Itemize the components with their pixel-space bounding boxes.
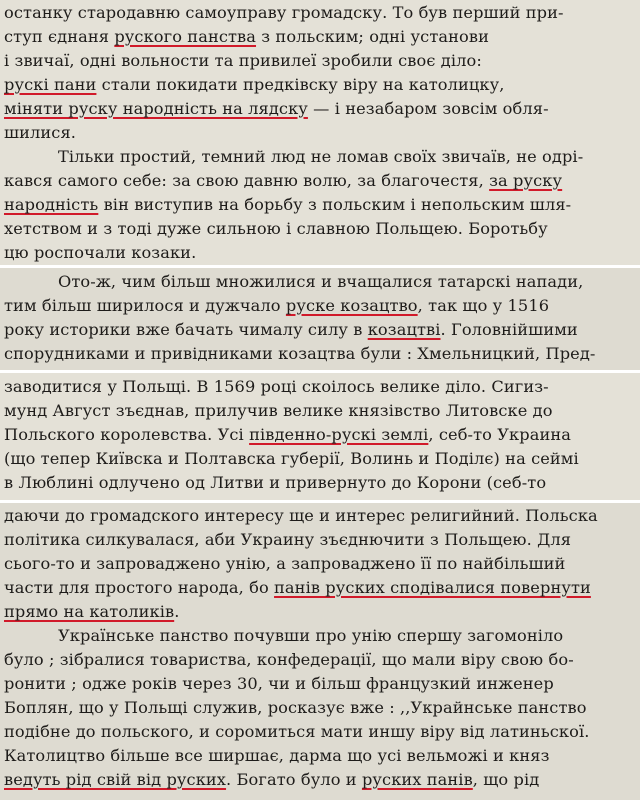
text-segment: з польским; одні установи (256, 27, 489, 46)
underlined-phrase: міняти руску народність на лядску (4, 99, 308, 118)
text-line (0, 169, 640, 193)
text-line (0, 217, 640, 241)
text-segment: , себ-то Украина (428, 425, 572, 444)
text-line (0, 552, 640, 576)
text-segment: тим більш ширилося и дужчало (4, 296, 286, 315)
text-line (0, 342, 640, 366)
text-fragment-2 (0, 268, 640, 370)
underlined-phrase: руских панів (361, 770, 473, 789)
text-line (0, 399, 640, 423)
text-line (0, 528, 640, 552)
text-line (0, 648, 640, 672)
text-segment: . (174, 602, 180, 621)
text-segment: Українське панство почувши про унію спершу загомоніло (58, 626, 564, 645)
underlined-phrase: рускі пани (4, 75, 97, 94)
text-segment: , що рід (472, 770, 540, 789)
text-segment: . Головнійшими (440, 320, 578, 339)
text-segment: він виступив на борьбу з польским і непольским шля- (98, 195, 572, 214)
text-line (0, 504, 640, 528)
text-segment: , так що у 1516 (417, 296, 550, 315)
text-segment: заводитися у Польщі. В 1569 році скоілось велике діло. Сигиз- (4, 377, 549, 396)
text-segment: части для простого народа, бо (4, 578, 275, 597)
text-segment: подібне до польского, и соромиться мати иншу віру від латиньскої. (4, 722, 590, 741)
text-segment: сього-то и запроваджено унію, а запроваджено її по найбільший (4, 554, 566, 573)
text-segment: Польского королевства. Усі (4, 425, 250, 444)
text-line (0, 576, 640, 600)
text-segment: стали покидати предківску віру на католицку, (96, 75, 505, 94)
text-line (0, 97, 640, 121)
underlined-phrase: за руску (489, 171, 563, 190)
text-line (0, 744, 640, 768)
text-line (0, 1, 640, 25)
text-segment: політика силкувалася, аби Украину зъєднючити з Польщею. Для (4, 530, 572, 549)
text-segment: Тільки простий, темний люд не ломав своїх звичаїв, не одрі- (58, 147, 584, 166)
text-segment: мунд Август зъєднав, прилучив велике князівство Литовске до (4, 401, 553, 420)
text-line (0, 696, 640, 720)
text-segment: ронити ; одже років через 30, чи и більш французкий инженер (4, 674, 554, 693)
underlined-phrase: ведуть рід свій від руских (4, 770, 227, 789)
text-segment: Католицтво більше все ширшає, дарма що усі вельможі и княз (4, 746, 550, 765)
text-segment: було ; зібралися товариства, конфедерації, що мали віру свою бо- (4, 650, 574, 669)
underlined-phrase: народність (4, 195, 99, 214)
text-segment: — і незабаром зовсім обля- (307, 99, 549, 118)
text-line (0, 600, 640, 624)
text-segment: (що тепер Київска и Полтавска губерії, Волинь и Поділє) на сеймі (4, 449, 579, 468)
text-segment: кався самого себе: за свою давню волю, за благочестя, (4, 171, 490, 190)
text-segment: даючи до громадского интересу ще и интерес религийний. Польска (4, 506, 598, 525)
text-line (0, 241, 640, 265)
text-segment: останку стародавню самоуправу громадску. То був перший при- (4, 3, 564, 22)
text-fragment-4 (0, 503, 640, 800)
text-segment: ступ єднаня (4, 27, 115, 46)
text-segment: шилися. (4, 123, 77, 142)
text-line (0, 193, 640, 217)
text-line (0, 49, 640, 73)
text-segment: Боплян, що у Польщі служив, росказує вже : ,,Украйнське панство (4, 698, 587, 717)
text-line (0, 447, 640, 471)
text-segment: і звичаї, одні вольности та привилеї зробили своє діло: (4, 51, 482, 70)
text-segment: . Богато було и (226, 770, 362, 789)
text-line (0, 375, 640, 399)
text-segment: Ото-ж, чим більш множилися и вчащалися татарскі напади, (58, 272, 584, 291)
text-line (0, 25, 640, 49)
text-fragment-1 (0, 0, 640, 265)
text-segment: цю роспочали козаки. (4, 243, 197, 262)
underlined-phrase: руского панства (114, 27, 257, 46)
text-line (0, 73, 640, 97)
underlined-phrase: південно-рускі землі (249, 425, 429, 444)
text-line (0, 768, 640, 792)
text-line (0, 471, 640, 495)
text-segment: хетством и з тоді дуже сильною і славною Польщею. Боротьбу (4, 219, 548, 238)
text-line (0, 121, 640, 145)
text-fragment-3 (0, 373, 640, 500)
text-line (0, 624, 640, 648)
underlined-phrase: руске козацтво (285, 296, 418, 315)
text-segment: року историки вже бачать чималу силу в (4, 320, 368, 339)
text-line (0, 294, 640, 318)
text-segment: спорудниками и привідниками козацтва були : Хмельницкий, Пред- (4, 344, 596, 363)
underlined-phrase: панів руских сподівалися повернути (274, 578, 591, 597)
text-line (0, 270, 640, 294)
text-line (0, 672, 640, 696)
text-line (0, 720, 640, 744)
underlined-phrase: козацтві (367, 320, 441, 339)
text-line (0, 423, 640, 447)
text-line (0, 145, 640, 169)
text-segment: в Люблині одлучено од Литви и привернуто до Корони (себ-то (4, 473, 547, 492)
text-line (0, 318, 640, 342)
underlined-phrase: прямо на католиків (4, 602, 175, 621)
